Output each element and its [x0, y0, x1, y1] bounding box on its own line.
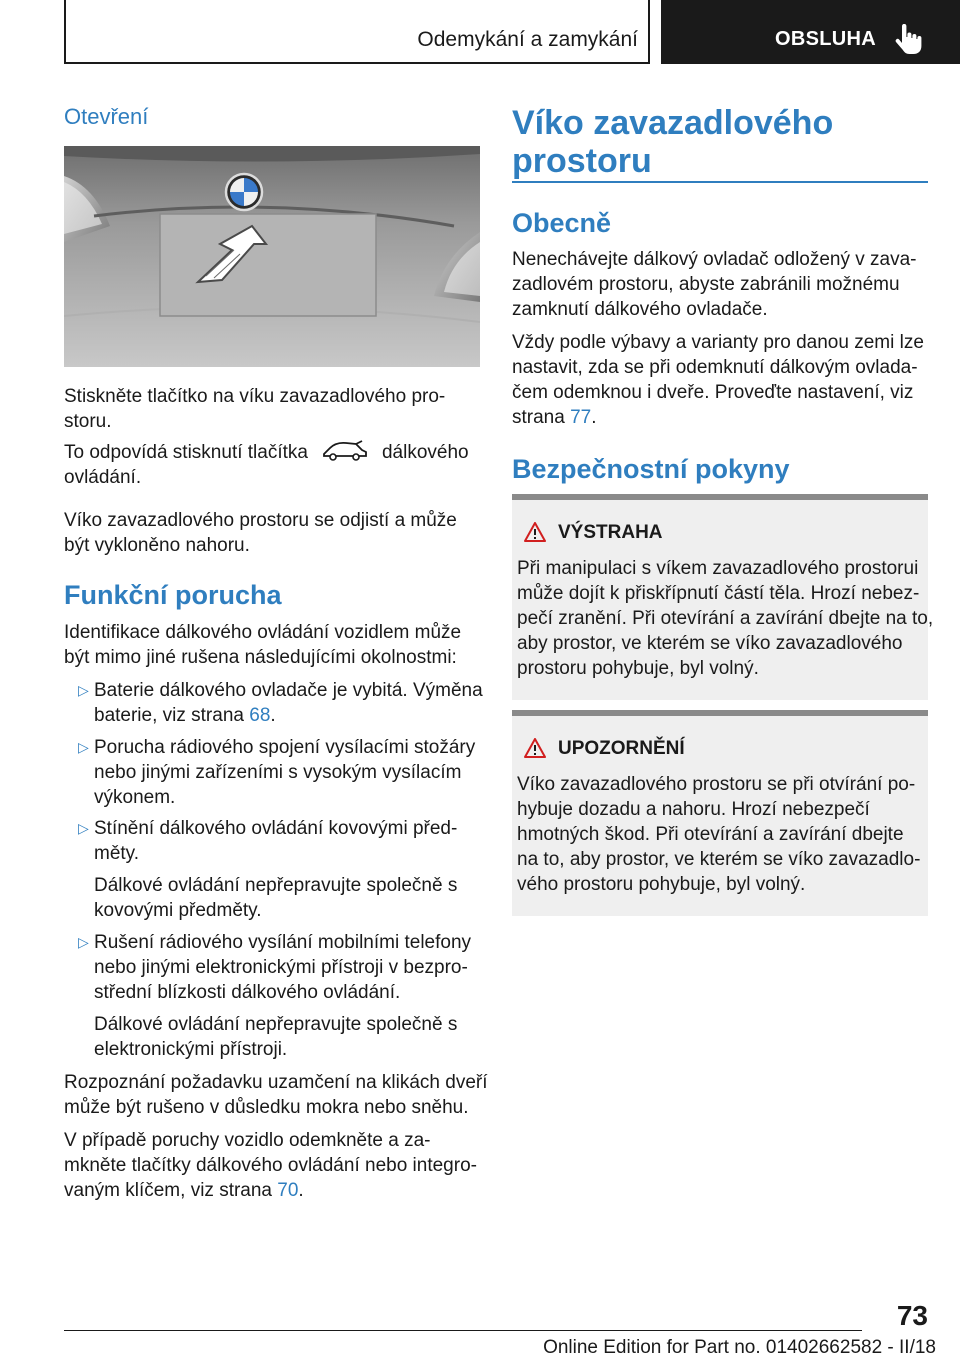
- section-title: [512, 104, 833, 180]
- header-bottom-rule: [64, 62, 650, 64]
- open-text-line: ovládání.: [64, 467, 142, 488]
- general-text-line: Nenechávejte dálkový ovladač odložený v zava‐: [512, 249, 917, 270]
- warning-text-line: pečí zranění. Při otevírání a zavírání dbejte na to,: [517, 608, 934, 629]
- list-item: nebo jinými zařízeními s vysokým vysílacím: [94, 762, 462, 783]
- warning-title: VÝSTRAHA: [558, 522, 663, 543]
- heading-bezpecnostni-pokyny: Bezpečnostní pokyny: [512, 454, 790, 484]
- fault-intro-line: být mimo jiné rušena následujícími okolnostmi:: [64, 647, 457, 668]
- list-item: střední blízkosti dálkového ovládání.: [94, 982, 401, 1003]
- list-item: výkonem.: [94, 787, 176, 808]
- fault-text-segment: vaným klíčem, viz strana: [64, 1180, 278, 1201]
- general-text-segment: .: [591, 407, 597, 428]
- trunk-lid-photo: [64, 146, 480, 367]
- section-title-line: prostoru: [512, 142, 652, 180]
- trunk-button-icon: [322, 440, 368, 462]
- bullet-triangle-icon: ▷: [78, 820, 89, 836]
- list-item: Rušení rádiového vysílání mobilními telefony: [94, 932, 472, 953]
- heading-funkcni-porucha: Funkční porucha: [64, 580, 282, 610]
- open-text-segment: To odpovídá stisknutí tlačítka: [64, 442, 308, 463]
- list-item: Porucha rádiového spojení vysílacími stožáry: [94, 737, 476, 758]
- header-tab-label[interactable]: OBSLUHA: [775, 28, 876, 50]
- page-link-77[interactable]: 77: [570, 407, 592, 428]
- notice-text-line: Víko zavazadlového prostoru se při otvírání po‐: [517, 774, 916, 795]
- list-item-note: elektronickými přístroji.: [94, 1039, 288, 1060]
- list-item: Stínění dálkového ovládání kovovými před‐: [94, 818, 458, 839]
- header-mid-rule: [648, 0, 650, 64]
- list-item: Baterie dálkového ovladače je vybitá. Výměna: [94, 680, 483, 701]
- list-item: [94, 703, 276, 728]
- list-item-text: .: [270, 705, 276, 726]
- heading-obecne: Obecně: [512, 208, 612, 238]
- notice-text-line: vého prostoru pohybuje, byl volný.: [517, 874, 806, 895]
- open-text-line: storu.: [64, 411, 112, 432]
- fault-text-segment: .: [298, 1180, 304, 1201]
- header-section-title: Odemykání a zamykání: [417, 28, 638, 51]
- open-text-segment: dálkového: [381, 442, 469, 463]
- bullet-triangle-icon: ▷: [78, 739, 89, 755]
- warning-text-line: aby prostor, ve kterém se víko zavazadlového: [517, 633, 903, 654]
- fault-text-line: Rozpoznání požadavku uzamčení na klikách dveří: [64, 1072, 488, 1093]
- heading-otevreni: Otevření: [64, 104, 149, 129]
- page-link-68[interactable]: 68: [249, 705, 271, 726]
- warning-text-line: prostoru pohybuje, byl volný.: [517, 658, 759, 679]
- general-text-segment: strana: [512, 407, 571, 428]
- section-title-line: Víko zavazadlového: [512, 104, 834, 142]
- page-link-70[interactable]: 70: [277, 1180, 299, 1201]
- general-text-line: [512, 405, 597, 430]
- list-item-note: Dálkové ovládání nepřepravujte společně s: [94, 1014, 458, 1035]
- fault-intro-line: Identifikace dálkového ovládání vozidlem může: [64, 622, 462, 643]
- header-left-rule: [64, 0, 66, 64]
- fault-text-line: může být rušeno v důsledku mokra nebo sněhu.: [64, 1097, 469, 1118]
- list-item-note: Dálkové ovládání nepřepravujte společně s: [94, 875, 458, 896]
- fault-text-line: [64, 1178, 304, 1203]
- notice-title: UPOZORNĚNÍ: [558, 738, 685, 759]
- general-text-line: čem odemknou i dveře. Proveďte nastavení, viz: [512, 382, 914, 403]
- hand-pointer-icon: [893, 24, 923, 56]
- list-item: nebo jinými elektronickými přístroji v bezpro‐: [94, 957, 468, 978]
- warning-text-line: Při manipulaci s víkem zavazadlového prostorui: [517, 558, 919, 579]
- open-text-line: [64, 440, 469, 465]
- list-item: měty.: [94, 843, 140, 864]
- open-text-line: být vykloněno nahoru.: [64, 535, 250, 556]
- general-text-line: zadlovém prostoru, abyste zabránili možnému: [512, 274, 900, 295]
- bullet-triangle-icon: ▷: [78, 934, 89, 950]
- notice-triangle-icon: [524, 738, 546, 758]
- open-text-line: Stiskněte tlačítko na víku zavazadlového pro‐: [64, 386, 446, 407]
- bullet-triangle-icon: ▷: [78, 682, 89, 698]
- list-item-note: kovovými předměty.: [94, 900, 262, 921]
- open-text-line: Víko zavazadlového prostoru se odjistí a může: [64, 510, 457, 531]
- notice-text-line: hybuje dozadu a nahoru. Hrozí nebezpečí: [517, 799, 870, 820]
- general-text-line: zamknutí dálkového ovladače.: [512, 299, 768, 320]
- fault-text-line: mkněte tlačítky dálkového ovládání nebo integro‐: [64, 1155, 477, 1176]
- notice-text-line: hmotných škod. Při otevírání a zavírání dbejte: [517, 824, 904, 845]
- warning-triangle-icon: [524, 522, 546, 542]
- footer-rule: [64, 1330, 862, 1331]
- notice-text-line: na to, aby prostor, ve kterém se víko zavazadlo‐: [517, 849, 921, 870]
- general-text-line: nastavit, zda se při odemknutí dálkovým ovlada‐: [512, 357, 918, 378]
- general-text-line: Vždy podle výbavy a varianty pro danou zemi lze: [512, 332, 924, 353]
- warning-text-line: může dojít k přiskřípnutí částí těla. Hrozí nebez‐: [517, 583, 920, 604]
- list-item-text: baterie, viz strana: [94, 705, 250, 726]
- footer-edition: Online Edition for Part no. 01402662582 - II/18: [543, 1337, 936, 1358]
- fault-text-line: V případě poruchy vozidlo odemkněte a za‐: [64, 1130, 431, 1151]
- section-title-rule: [512, 181, 928, 183]
- page-number: 73: [896, 1300, 928, 1331]
